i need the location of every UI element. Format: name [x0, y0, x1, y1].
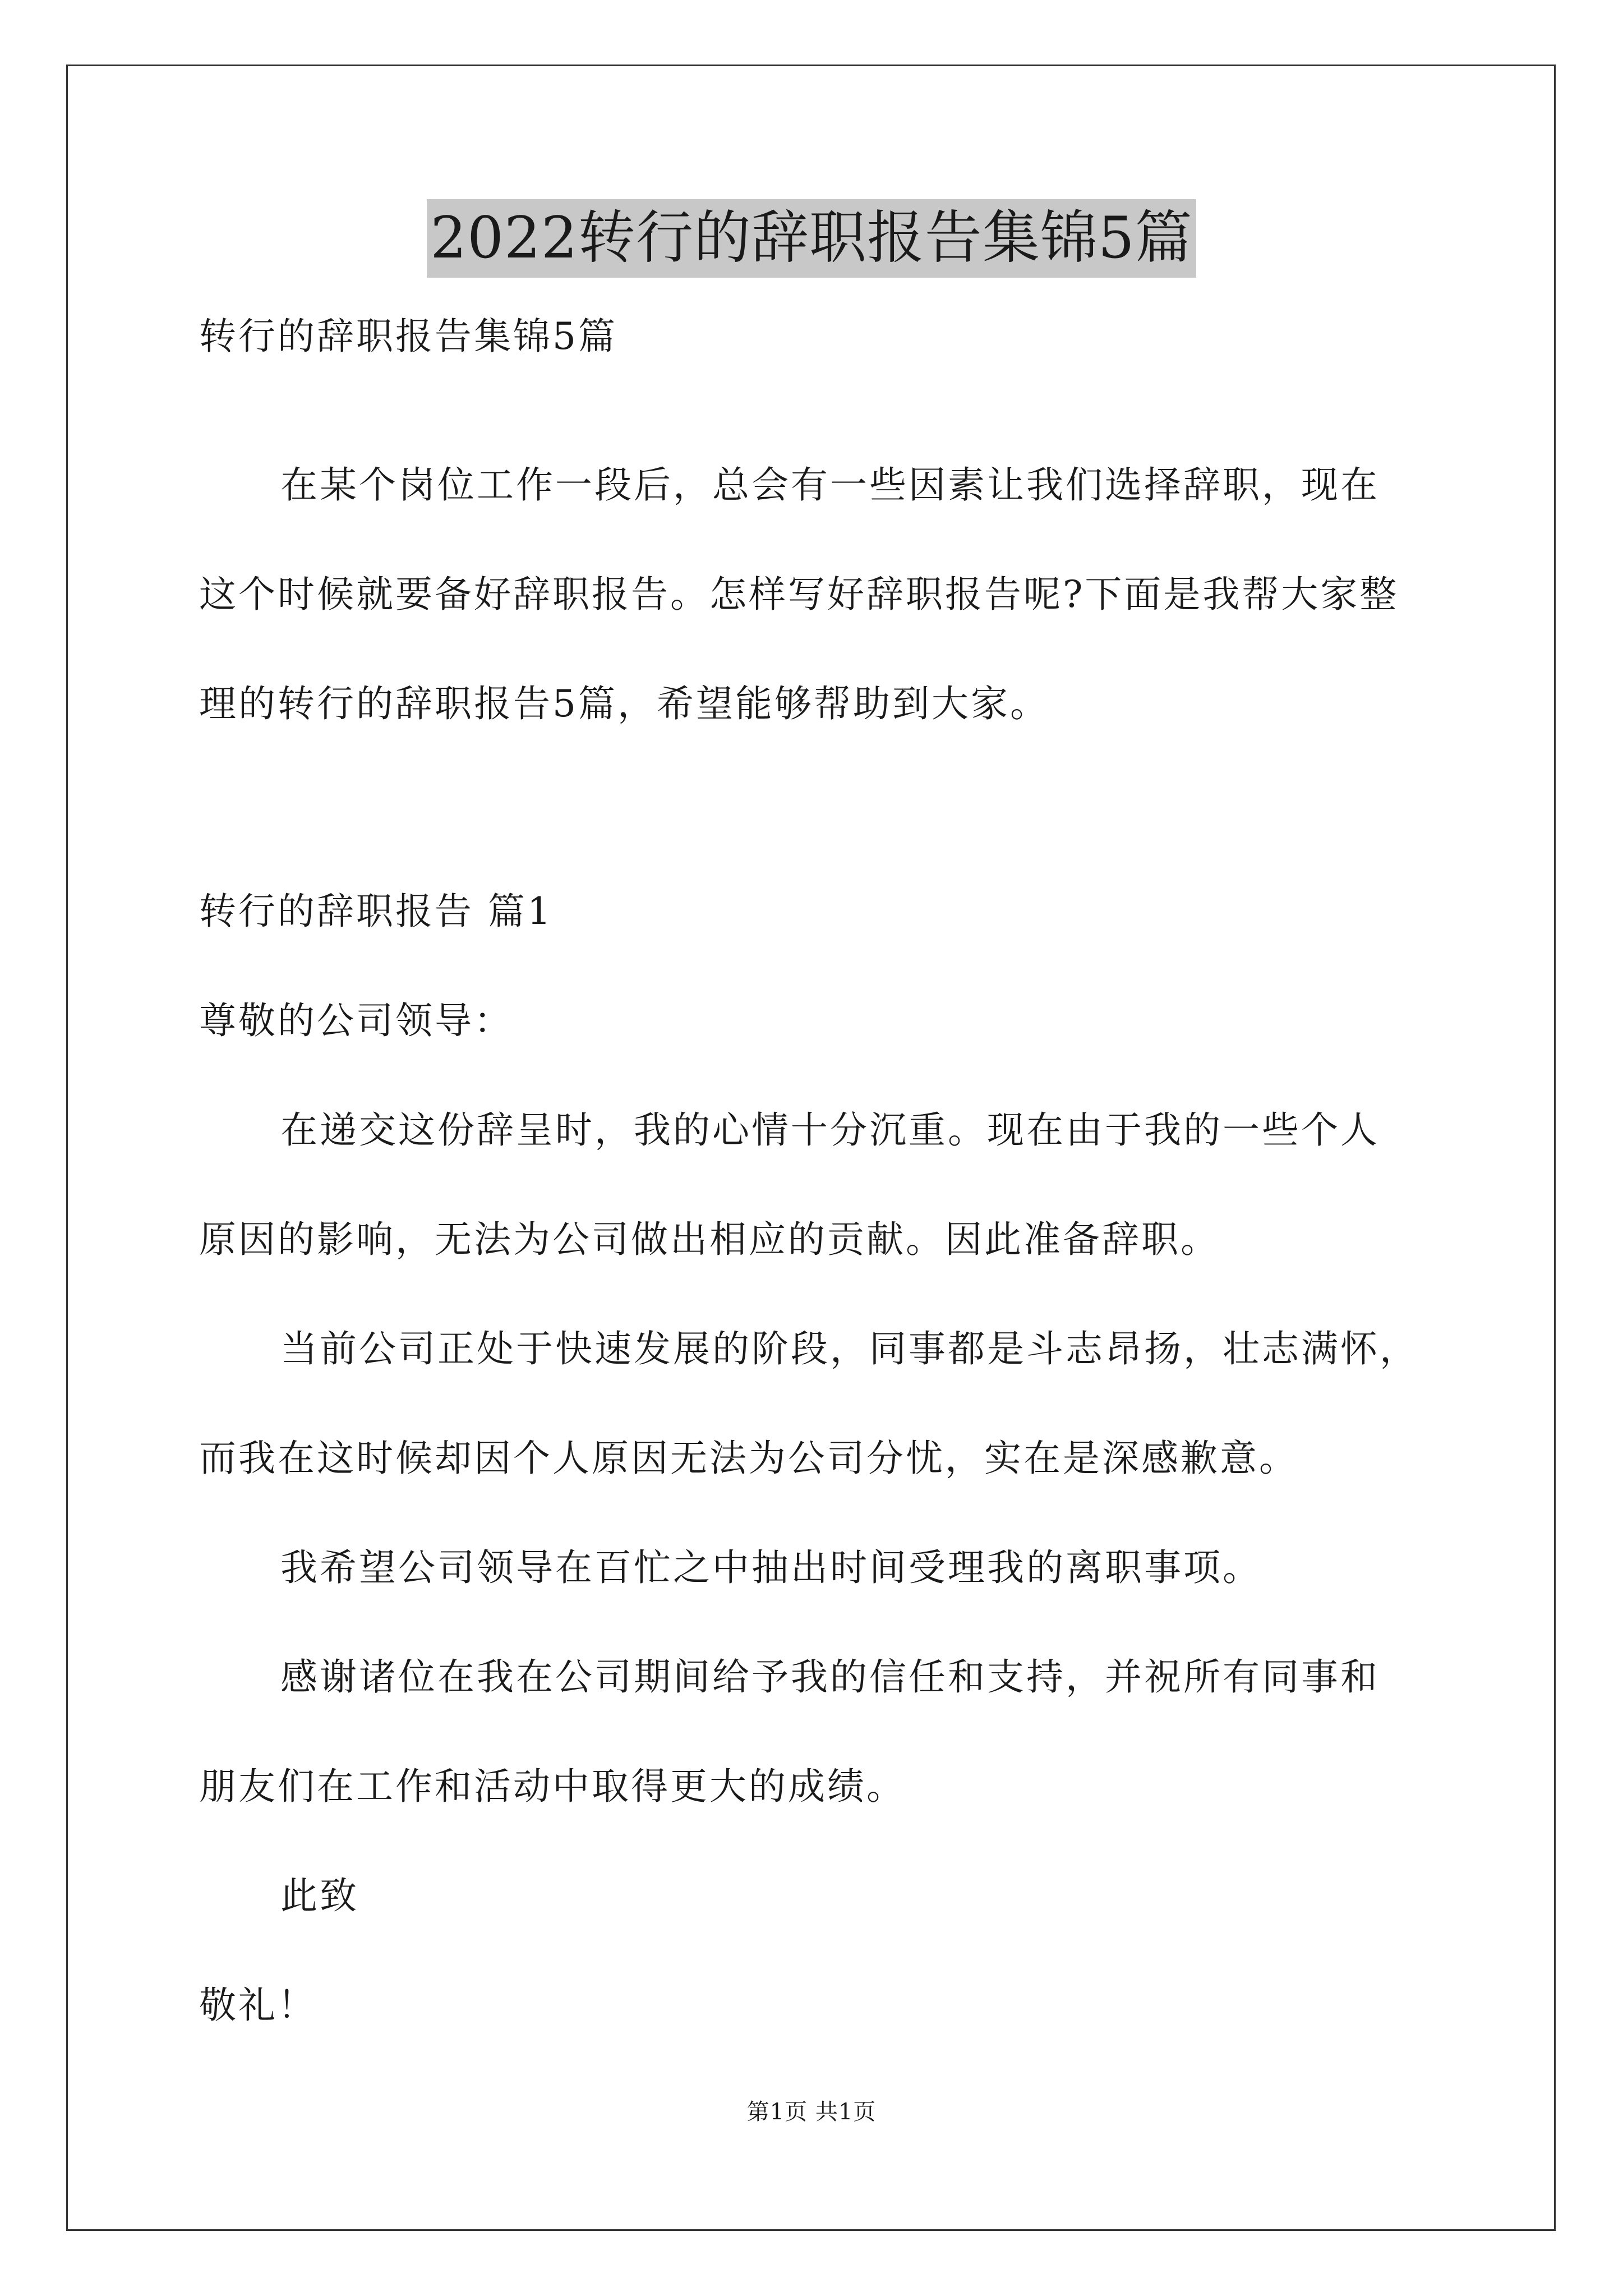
- body-line-1: 在递交这份辞呈时，我的心情十分沉重。现在由于我的一些个人: [280, 1108, 1380, 1152]
- body-line-3: 当前公司正处于快速发展的阶段，同事都是斗志昂扬，壮志满怀，: [280, 1327, 1419, 1370]
- intro-line-3: 理的转行的辞职报告5篇，希望能够帮助到大家。: [199, 682, 1049, 725]
- section-heading: 转行的辞职报告 篇1: [199, 890, 553, 933]
- body-line-5: 我希望公司领导在百忙之中抽出时间受理我的离职事项。: [280, 1546, 1262, 1589]
- title-container: [0, 199, 1623, 278]
- document-title: 2022转行的辞职报告集锦5篇: [427, 199, 1196, 278]
- intro-line-2: 这个时候就要备好辞职报告。怎样写好辞职报告呢?下面是我帮大家整: [199, 573, 1399, 616]
- intro-line-1: 在某个岗位工作一段后，总会有一些因素让我们选择辞职，现在: [280, 463, 1380, 507]
- salutation: 尊敬的公司领导：: [199, 999, 513, 1042]
- body-line-4: 而我在这时候却因个人原因无法为公司分忧，实在是深感歉意。: [199, 1437, 1298, 1480]
- body-line-7: 朋友们在工作和活动中取得更大的成绩。: [199, 1765, 906, 1808]
- document-subtitle: 转行的辞职报告集锦5篇: [199, 315, 617, 358]
- closing-salute: 敬礼！: [199, 1984, 317, 2027]
- page-footer: 第1页 共1页: [746, 2099, 877, 2125]
- closing-regards: 此致: [280, 1874, 359, 1917]
- body-line-6: 感谢诸位在我在公司期间给予我的信任和支持，并祝所有同事和: [280, 1655, 1380, 1699]
- body-line-2: 原因的影响，无法为公司做出相应的贡献。因此准备辞职。: [199, 1218, 1220, 1261]
